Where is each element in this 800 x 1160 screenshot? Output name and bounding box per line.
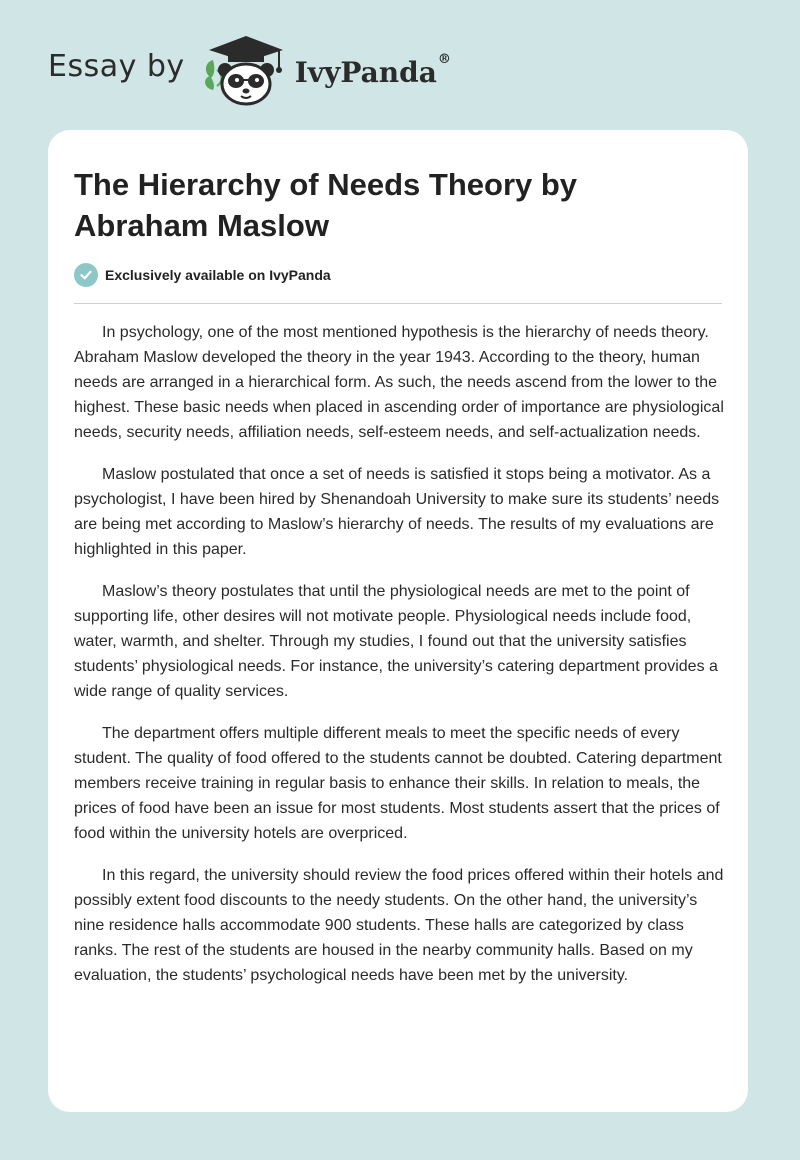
divider: [74, 303, 722, 304]
paragraph: In this regard, the university should review the food prices offered within their hotels and possibly extent food discounts to the needy students. On the other hand, the university’s nine residence halls accommodate 900 students. These halls are categorized by class ranks. The rest of the students are housed in the nearby community halls. Based on my evaluation, the students’ psychological needs have been met by the university.: [74, 867, 724, 984]
panda-graduate-icon[interactable]: [201, 30, 291, 110]
check-icon: [74, 263, 98, 287]
brand-name[interactable]: [294, 51, 451, 89]
essay-body: [74, 320, 724, 1005]
registered-mark: ®: [437, 51, 451, 67]
essay-card: [48, 130, 748, 1112]
exclusive-badge: [74, 263, 331, 287]
site-header: [48, 30, 451, 110]
paragraph: The department offers multiple different meals to meet the specific needs of every student. The quality of food offered to the students cannot be doubted. Catering department members receive training in regular basis to enhance their skills. In relation to meals, the prices of food have been an issue for most students. Most students assert that the prices of food within the university hotels are overpriced.: [74, 725, 722, 842]
paragraph: Maslow’s theory postulates that until the physiological needs are met to the point of supporting life, other desires will not motivate people. Physiological needs include food, water, warmth, and shelter. Through my studies, I found out that the university satisfies students’ physiological needs. For instance, the university’s catering department provides a wide range of quality services.: [74, 583, 718, 700]
exclusive-label: Exclusively available on IvyPanda: [105, 267, 331, 283]
paragraph: Maslow postulated that once a set of needs is satisfied it stops being a motivator. As a psychologist, I have been hired by Shenandoah University to make sure its students’ needs are being met according to Maslow’s hierarchy of needs. The results of my evaluations are highlighted in this paper.: [74, 466, 720, 558]
paragraph: In psychology, one of the most mentioned hypothesis is the hierarchy of needs theory. Abraham Maslow developed the theory in the year 1943. According to the theory, human needs are arranged in a hierarchical form. As such, the needs ascend from the lower to the highest. These basic needs when placed in ascending order of importance are physiological needs, security needs, affiliation needs, self-esteem needs, and self-actualization needs.: [74, 324, 724, 441]
page-title: The Hierarchy of Needs Theory by Abraham Maslow: [74, 167, 578, 243]
essay-by-label: Essay by: [48, 48, 185, 84]
brand-name-text: IvyPanda: [294, 55, 437, 89]
